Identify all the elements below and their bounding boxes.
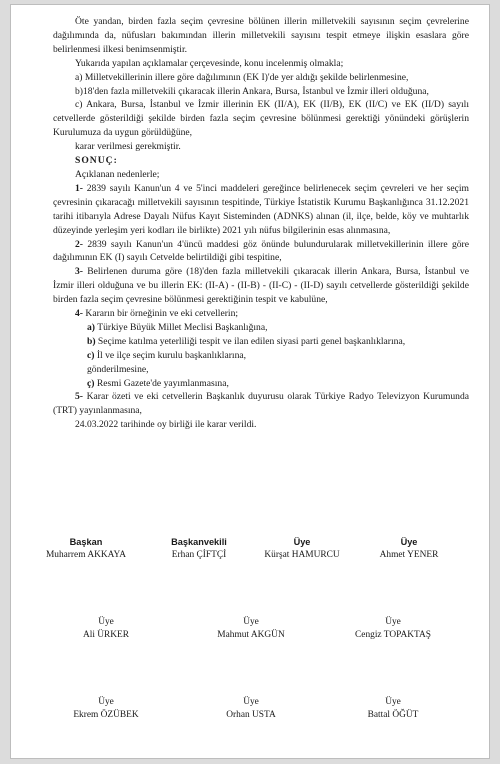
signature-member [349,536,469,562]
signature-vice-chairman [139,536,259,562]
signatory-name: Ali ÜRKER [82,630,130,640]
signatory-role: Başkanvekili [171,537,227,547]
document-page [10,4,490,759]
sub-item-letter: ç) [87,377,95,389]
paragraph: Yukarıda yapılan açıklamalar çerçevesinde, konu incelenmiş olmakla; [75,57,344,69]
decision-item-5 [53,390,469,418]
paragraph: b)18'den fazla milletvekili çıkaracak illerin Ankara, Bursa, İstanbul ve İzmir illeri olduğuna, [75,85,429,97]
sub-item-letter: a) [87,321,95,333]
signatory-role: Üye [385,697,401,707]
signature-member [242,536,362,562]
signatory-name: Muharrem AKKAYA [45,550,127,560]
paragraph: a) Milletvekillerinin illere göre dağılımının (EK I)'de yer aldığı şekilde belirlenmesine, [75,71,409,83]
paragraph: Öte yandan, birden fazla seçim çevresine bölünen illerin milletvekili sayısının seçim çevrelerine dağılımında da, nüfusları bakımından illerin milletvekili sayısını tespit etmeye ilişkin esaslara göre belirlenmesi ilkesi benimsenmiştir. [53,16,469,55]
sub-item-send [53,363,469,377]
sonuc-heading: SONUÇ: [75,155,118,167]
item-text: Kararın bir örneğinin ve eki cetvellerin; [83,308,239,320]
item-number: 2- [75,238,83,250]
signatory-role: Üye [243,617,259,627]
signature-member [333,616,453,642]
sub-item-text: Seçime katılma yeterliliği tespit ve ilan edilen siyasi parti genel başkanlıklarına, [95,335,406,347]
sub-item-letter: c) [87,349,95,361]
signatory-name: Ekrem ÖZÜBEK [73,710,139,720]
signatory-role: Üye [98,617,114,627]
sub-item-a [53,321,469,335]
decision-item-1 [53,182,469,238]
signature-chairman [26,536,146,562]
item-number: 5- [75,391,83,403]
decision-item-3 [53,265,469,307]
signatory-role: Üye [243,697,259,707]
item-number: 1- [75,182,83,194]
decision-item-4 [53,307,469,321]
signatory-name: Erhan ÇİFTÇİ [171,550,227,560]
sub-item-text: gönderilmesine, [87,363,149,375]
sub-item-text: Resmi Gazete'de yayımlanmasına, [94,377,229,389]
signatory-role: Başkan [69,537,103,547]
sub-item-text: Türkiye Büyük Millet Meclisi Başkanlığına, [95,321,268,333]
item-text: 2839 sayılı Kanun'un 4'üncü maddesi göz önünde bulundurularak milletvekillerinin illere göre dağılımının EK (I) sayılı Cetvelde belirtildiği gibi tespitine, [53,238,469,264]
sub-item-c [53,349,469,363]
signatory-name: Kürşat HAMURCU [264,550,340,560]
signatory-role: Üye [98,697,114,707]
item-text: Karar özeti ve eki cetvellerin Başkanlık duyurusu olarak Türkiye Radyo Televizyon Kurumunda (TRT) yayınlanmasına, [53,391,469,417]
item-text: 2839 sayılı Kanun'un 4 ve 5'inci maddeleri gereğince belirlenecek seçim çevreleri ve her seçim çevresinin çıkaracağı milletvekili sayısının tespitinde, Türkiye İstatistik Kurumu Başkanlığınca 31.12.2021 tarihi itibarıyla Adrese Dayalı Nüfus Kayıt Sisteminden (ADNKS) alınan (il, ilçe, belde, köy ve muhtarlık düzeyinde yerleşim yeri kodları ile birlikte) 2021 yılı nüfus bilgilerinin esas alınmasına, [53,182,469,236]
signature-member [333,696,453,722]
signature-member [46,616,166,642]
signatory-role: Üye [385,617,401,627]
paragraph: c) Ankara, Bursa, İstanbul ve İzmir illerinin EK (II/A), EK (II/B), EK (II/C) ve EK (II/D) sayılı cetvellerde gösterildiği şekilde birden fazla seçim çevresine bölünmesi gerektiği yönündeki görüşlerin Kurulumuza da uygun görüldüğüne, [53,99,469,139]
sub-item-b [53,335,469,349]
sub-item-cc [53,377,469,391]
decision-text [53,15,469,432]
sonuc-intro: Açıklanan nedenlerle; [75,168,160,180]
signatory-name: Mahmut AKGÜN [217,630,285,640]
signatory-name: Battal ÖĞÜT [367,710,419,720]
signatory-name: Cengiz TOPAKTAŞ [355,630,431,640]
signature-member [191,616,311,642]
signatory-role: Üye [293,537,311,547]
item-number: 3- [75,266,83,278]
item-text: Belirlenen duruma göre (18)'den fazla milletvekili çıkaracak illerin Ankara, Bursa, İstanbul ve İzmir illeri olduğuna ve bu illerin EK: (II-A) - (II-B) - (II-C) - (II-D) sayılı cetvellerde gösterildiği şekilde birden fazla seçim çevresine bölünmesi gerektiğinin tespit ve kabulüne, [53,266,469,306]
signatory-role: Üye [400,537,418,547]
signature-member [191,696,311,722]
sub-item-text: İl ve ilçe seçim kurulu başkanlıklarına, [94,349,247,361]
item-number: 4- [75,308,83,320]
sub-item-letter: b) [87,335,96,347]
decision-date: 24.03.2022 tarihinde oy birliği ile karar verildi. [75,419,257,431]
signatory-name: Orhan USTA [226,710,276,720]
signature-member [46,696,166,722]
decision-item-2 [53,238,469,266]
paragraph: karar verilmesi gerekmiştir. [75,141,181,153]
signatory-name: Ahmet YENER [379,550,439,560]
